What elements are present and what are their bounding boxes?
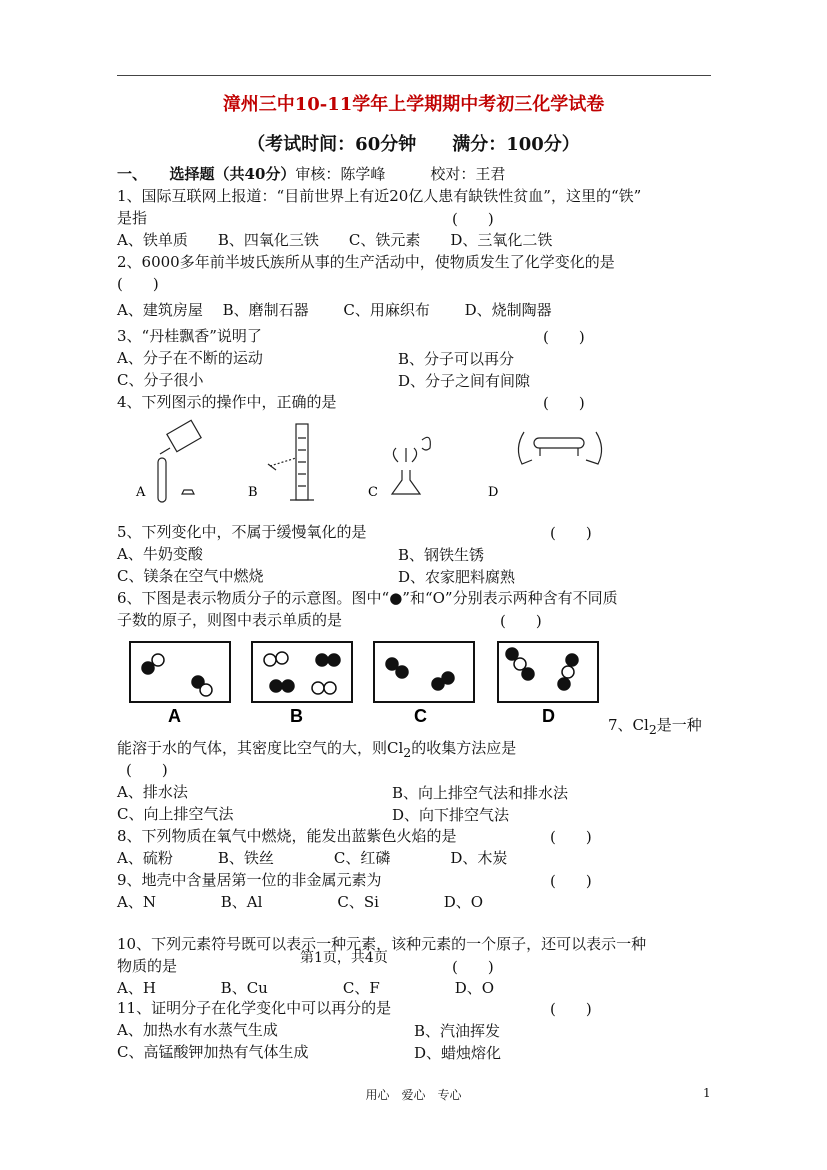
q6-box-b: [252, 642, 352, 702]
page-number: 1: [703, 1086, 711, 1100]
q10-options: A、H B、Cu C、F D、O: [117, 979, 495, 997]
q2-stem: 2、6000多年前半坡氏族所从事的生产活动中，使物质发生了化学变化的是: [117, 253, 615, 271]
q4-stem: 4、下列图示的操作中，正确的是: [117, 393, 337, 411]
q3-option-d: D、分子之间有间隙: [398, 372, 531, 390]
q6-figure: [126, 638, 606, 724]
q1-stem-cont: 是指: [117, 209, 148, 227]
q1-options: A、铁单质 B、四氧化三铁 C、铁元素 D、三氧化二铁: [117, 231, 553, 249]
q10-answer-blank: ( ): [452, 958, 494, 976]
exam-info: （考试时间：60分钟 满分：100分）: [247, 134, 580, 155]
section-heading: [117, 164, 505, 184]
q6-box-c: [374, 642, 474, 702]
q9-answer-blank: ( ): [550, 872, 592, 890]
reviewer-line: 审核：陈学峰 校对：王君: [295, 165, 506, 183]
q7-stem: 7、$Cl_2$是一种: [608, 716, 702, 737]
q11-option-b: B、汽油挥发: [414, 1022, 501, 1040]
q4-label-d: D: [488, 485, 499, 500]
q1-answer-blank: ( ): [452, 210, 494, 228]
q4-label-a: A: [136, 485, 146, 500]
q5-option-c: C、镁条在空气中燃烧: [117, 567, 264, 585]
q8-stem: 8、下列物质在氧气中燃烧，能发出蓝紫色火焰的是: [117, 827, 457, 845]
page-title: 漳州三中10-11学年上学期期中考初三化学试卷: [222, 94, 605, 115]
q11-option-d: D、蜡烛熔化: [414, 1044, 502, 1062]
q6-stem: 6、下图是表示物质分子的示意图。图中“●”和“O”分别表示两种含有不同质: [117, 589, 618, 607]
q10-stem: 10、下列元素符号既可以表示一种元素，该种元素的一个原子，还可以表示一种: [117, 935, 647, 953]
q8-answer-blank: ( ): [550, 828, 592, 846]
q2-answer-blank: ( ): [117, 275, 159, 293]
q4-figure-b: [268, 424, 314, 500]
q6-stem-cont: 子数的原子，则图中表示单质的是: [117, 611, 343, 629]
q3-option-a: A、分子在不断的运动: [117, 349, 263, 367]
q5-option-d: D、农家肥料腐熟: [398, 568, 516, 586]
q4-figure: [130, 418, 610, 508]
q4-figure-a: [158, 420, 201, 502]
q2-options: A、建筑房屋 B、磨制石器 C、用麻织布 D、烧制陶器: [117, 301, 552, 319]
q7-answer-blank: ( ): [126, 761, 168, 779]
q9-stem: 9、地壳中含量居第一位的非金属元素为: [117, 871, 382, 889]
q4-answer-blank: ( ): [543, 394, 585, 412]
q6-label-b: B: [290, 706, 303, 724]
q7-option-b: B、向上排空气法和排水法: [392, 784, 569, 802]
q3-option-c: C、分子很小: [117, 371, 204, 389]
q8-options: A、硫粉 B、铁丝 C、红磷 D、木炭: [117, 849, 508, 867]
header-rule: [117, 75, 711, 76]
q11-stem: 11、证明分子在化学变化中可以再分的是: [117, 999, 392, 1017]
q3-answer-blank: ( ): [543, 328, 585, 346]
q7-stem-cont: 能溶于水的气体，其密度比空气的大，则$Cl_2$的收集方法应是: [117, 739, 517, 760]
page-count-overlay: 第1页，共4页: [300, 950, 388, 966]
q6-label-a: A: [168, 706, 181, 724]
q4-label-b: B: [248, 485, 258, 500]
q5-answer-blank: ( ): [550, 524, 592, 542]
q7-option-c: C、向上排空气法: [117, 805, 234, 823]
q1-stem: 1、国际互联网上报道：“目前世界上有近20亿人患有缺铁性贫血”，这里的“铁”: [117, 187, 642, 205]
q3-option-b: B、分子可以再分: [398, 350, 515, 368]
q3-stem: 3、“丹桂飘香”说明了: [117, 327, 262, 345]
footer-motto: 用心 爱心 专心: [365, 1088, 462, 1102]
q6-answer-blank: ( ): [500, 612, 542, 630]
q7-option-a: A、排水法: [117, 783, 188, 801]
q7-option-d: D、向下排空气法: [392, 806, 510, 824]
q11-option-a: A、加热水有水蒸气生成: [117, 1021, 278, 1039]
q9-options: A、N B、Al C、Si D、O: [117, 893, 484, 911]
q5-option-a: A、牛奶变酸: [117, 545, 203, 563]
q5-option-b: B、钢铁生锈: [398, 546, 485, 564]
section-title: 一、 选择题（共40分）: [117, 165, 296, 183]
q11-answer-blank: ( ): [550, 1000, 592, 1018]
q4-label-c: C: [368, 485, 378, 500]
q5-stem: 5、下列变化中，不属于缓慢氧化的是: [117, 523, 367, 541]
q4-figure-d: [518, 432, 601, 464]
q6-label-d: D: [542, 706, 555, 724]
q4-figure-c: [392, 437, 430, 494]
q10-stem-cont: 物质的是: [117, 957, 178, 975]
q6-label-c: C: [414, 706, 427, 724]
q11-option-c: C、高锰酸钾加热有气体生成: [117, 1043, 309, 1061]
